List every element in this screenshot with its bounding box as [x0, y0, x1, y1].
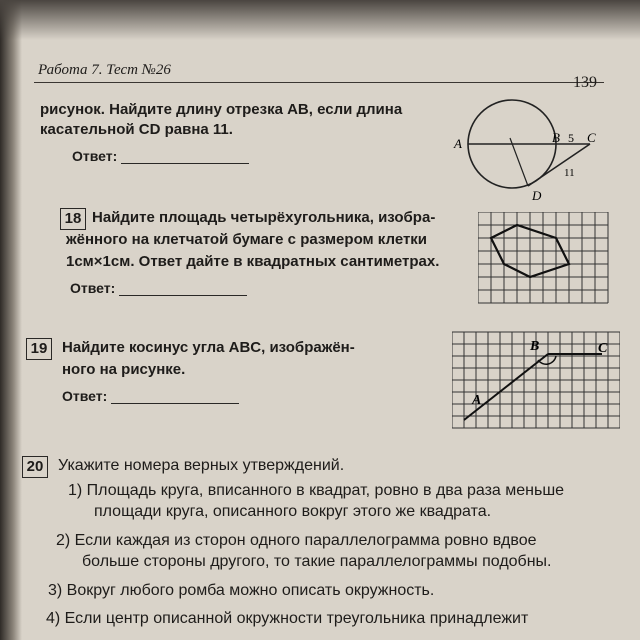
header-rule	[34, 82, 604, 83]
label-c: C	[598, 341, 608, 356]
task19-grid-figure	[452, 330, 620, 430]
task17-answer	[72, 148, 249, 164]
task17-circle-figure	[440, 96, 610, 206]
ray-ba	[464, 354, 548, 420]
task17-answer-label: Ответ:	[72, 148, 118, 164]
task17-answer-field[interactable]	[121, 151, 249, 164]
label-a: A	[454, 136, 462, 151]
tangent-line	[528, 144, 590, 186]
label-11: 11	[564, 167, 575, 179]
label-c: C	[587, 130, 596, 145]
task18-answer-field[interactable]	[119, 283, 247, 296]
statement-2-line2: больше стороны другого, то такие параллелограммы подобны.	[82, 553, 552, 570]
label-5: 5	[568, 131, 574, 145]
task17-line1: рисунок. Найдите длину отрезка AB, если длина	[40, 101, 403, 118]
statement-1-line2: площади круга, описанного вокруг этого же квадрата.	[94, 503, 492, 520]
task18-number-box: 18	[60, 208, 86, 230]
task19-answer-label: Ответ:	[62, 388, 108, 404]
task17-line2: касательной CD равна 11.	[40, 121, 233, 138]
grid-paper	[478, 212, 608, 303]
page-number: 139	[573, 74, 597, 91]
task19-number-box: 19	[26, 338, 52, 360]
statement-2-line1: 2) Если каждая из сторон одного параллелограмма ровно вдвое	[56, 532, 537, 549]
task18-answer-label: Ответ:	[70, 280, 116, 296]
task18-line1: Найдите площадь четырёхугольника, изобра-	[92, 209, 436, 226]
label-b: B	[552, 130, 560, 145]
task18-line3: 1см×1см. Ответ дайте в квадратных сантиметрах.	[66, 253, 440, 270]
statement-1-line1: 1) Площадь круга, вписанного в квадрат, ровно в два раза меньше	[68, 482, 565, 499]
label-b: B	[530, 339, 540, 354]
task18-answer	[70, 280, 247, 296]
running-title: Работа 7. Тест №26	[38, 62, 171, 78]
task18-line2: жённого на клетчатой бумаге с размером клетки	[66, 231, 428, 248]
task18-grid-figure	[478, 212, 612, 306]
task19-line1: Найдите косинус угла ABC, изображён-	[62, 339, 355, 356]
task19-answer-field[interactable]	[111, 391, 239, 404]
statement-4-line1: 4) Если центр описанной окружности треугольника принадлежит	[46, 610, 529, 627]
radius-line	[510, 138, 528, 186]
task19-line2: ного на рисунке.	[62, 361, 186, 378]
label-a: A	[472, 393, 482, 408]
task20-number-box: 20	[22, 456, 48, 478]
task19-answer	[62, 388, 239, 404]
statement-3-line1: 3) Вокруг любого ромба можно описать окружность.	[48, 582, 435, 599]
page-shadow-top	[0, 0, 640, 40]
label-d: D	[532, 188, 542, 203]
page-shadow-left	[0, 0, 22, 640]
task20-title: Укажите номера верных утверждений.	[58, 457, 345, 474]
